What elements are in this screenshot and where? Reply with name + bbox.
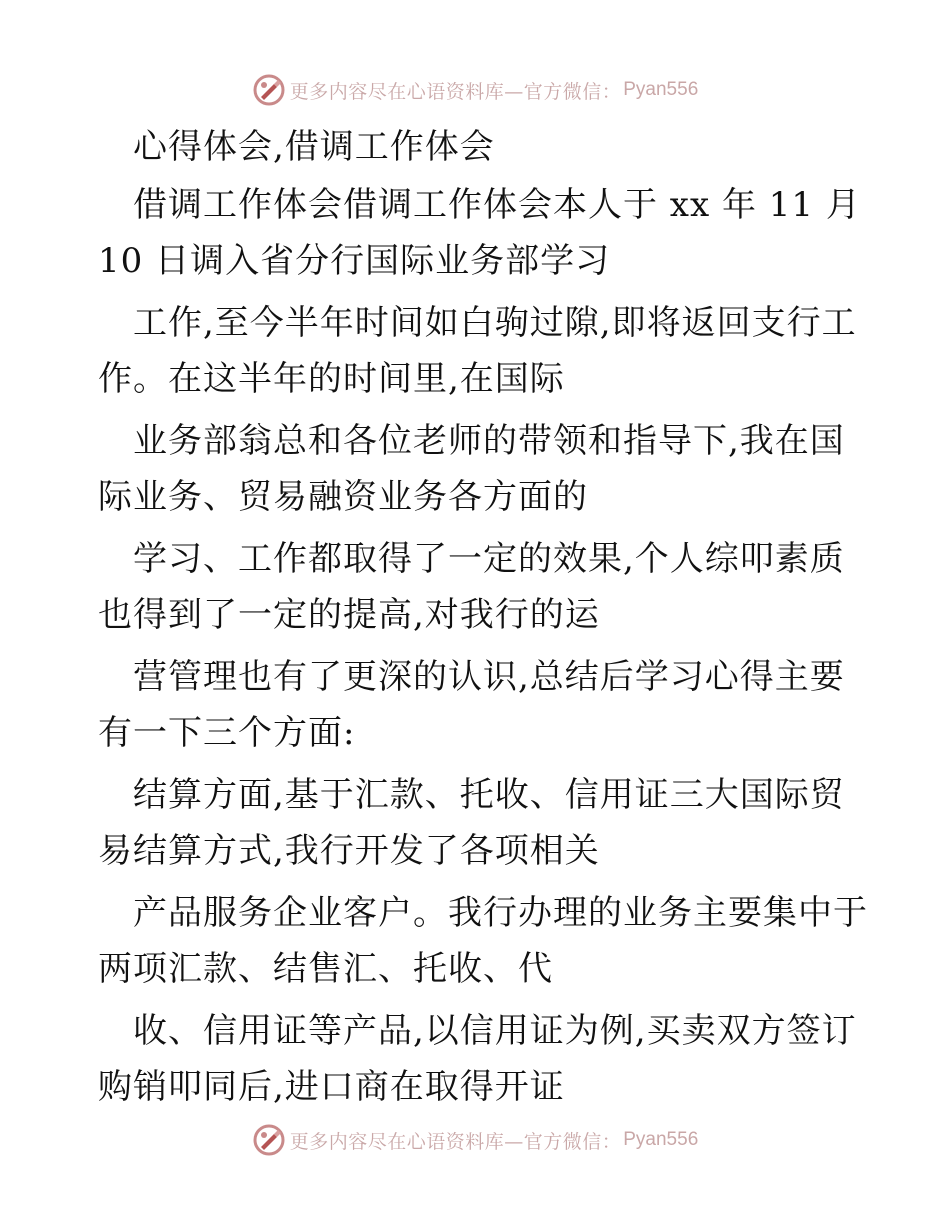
text-line: 际业务、贸易融资业务各方面的 <box>98 477 588 517</box>
logo-icon <box>252 73 286 107</box>
text-line: 工作,至今半年时间如白驹过隙,即将返回支行工 <box>133 303 857 343</box>
text-line: 10 日调入省分行国际业务部学习 <box>98 241 611 281</box>
footer-banner-id: Pyan556 <box>623 1129 699 1150</box>
text-line: 学习、工作都取得了一定的效果,个人综叩素质 <box>133 539 845 579</box>
header-banner-text: 更多内容尽在心语资料库—官方微信： <box>289 80 622 103</box>
text-line: 两项汇款、结售汇、托收、代 <box>98 949 553 989</box>
header-banner <box>0 70 950 110</box>
text-line: 有一下三个方面: <box>98 713 356 753</box>
text-line: 产品服务企业客户。我行办理的业务主要集中于 <box>133 893 868 933</box>
text-line: 收、信用证等产品,以信用证为例,买卖双方签订 <box>133 1011 857 1051</box>
footer-banner <box>0 1120 950 1160</box>
text-line: 也得到了一定的提高,对我行的运 <box>98 595 600 635</box>
footer-banner-text: 更多内容尽在心语资料库—官方微信： <box>289 1130 622 1153</box>
text-line: 借调工作体会借调工作体会本人于 xx 年 11 月 <box>133 185 861 225</box>
document-title: 心得体会,借调工作体会 <box>133 127 495 167</box>
text-line: 作。在这半年的时间里,在国际 <box>98 359 565 399</box>
text-line: 易结算方式,我行开发了各项相关 <box>98 831 600 871</box>
text-line: 营管理也有了更深的认识,总结后学习心得主要 <box>133 657 845 697</box>
logo-icon <box>252 1123 286 1157</box>
text-line: 结算方面,基于汇款、托收、信用证三大国际贸 <box>133 775 845 815</box>
text-line: 业务部翁总和各位老师的带领和指导下,我在国 <box>133 421 845 461</box>
header-banner-id: Pyan556 <box>623 79 699 100</box>
text-line: 购销叩同后,进口商在取得开证 <box>98 1067 565 1107</box>
